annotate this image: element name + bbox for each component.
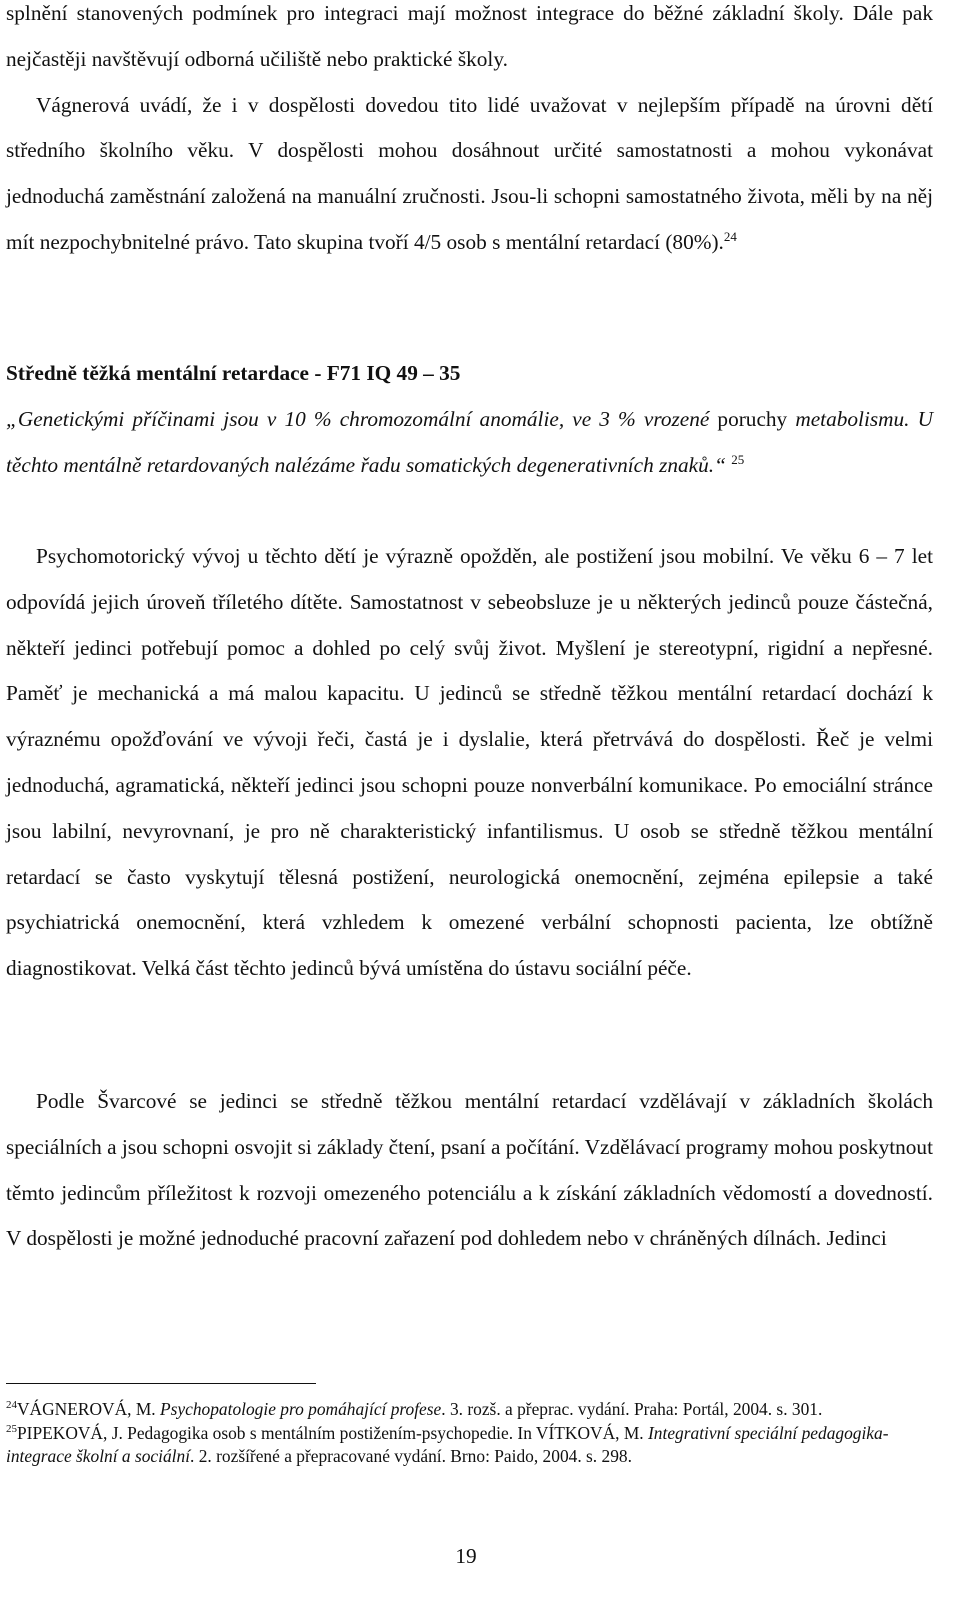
footnote-number: 25: [6, 1422, 17, 1435]
footnote-ref-24: 24: [723, 228, 737, 244]
quote-text-2: poruchy: [717, 407, 788, 431]
footnotes: [6, 1398, 933, 1469]
page-number: 19: [455, 1544, 477, 1568]
paragraph-integration-text-a: splnění stanovených podmínek pro integraci mají možnost integrace do běžné základní školy. Dále pak nejčastěji navštěvují odborná učiliště nebo praktické školy.: [6, 1, 933, 71]
footnote-number: 24: [6, 1399, 17, 1412]
footnote-title: Psychopatologie pro pomáhající profese: [160, 1399, 442, 1419]
paragraph-svarcova: Podle Švarcové se jedinci se středně těžkou mentální retardací vzdělávají v základních školách speciálních a jsou schopni osvojit si základy čtení, psaní a počítání. Vzdělávací programy mohou poskytnout těmto jedincům příležitost k rozvoji omezeného potenciálu a k získání základních vědomostí a dovedností. V dospělosti je možné jednoduché pracovní zařazení pod dohledem nebo v chráněných dílnách. Jedinci: [6, 1089, 933, 1251]
paragraph-psychomotor: Psychomotorický vývoj u těchto dětí je výrazně opožděn, ale postižení jsou mobilní. Ve věku 6 – 7 let odpovídá jejich úroveň tříletého dítěte. Samostatnost v sebeobsluze je u některých jedinců pouze částečná, někteří jedinci potřebují pomoc a dohled po celý svůj život. Myšlení je stereotypní, rigidní a nepřesné. Paměť je mechanická a má malou kapacitu. U jedinců se středně těžkou mentální retardací dochází k výraznému opožďování ve vývoji řeči, častá je i dyslalie, která přetrvává do dospělosti. Řeč je velmi jednoduchá, agramatická, někteří jedinci jsou schopni pouze nonverbální komunikace. Po emociální stránce jsou labilní, nevyrovnaní, je pro ně charakteristický infantilismus. U osob se středně těžkou mentální retardací se často vyskytují tělesná postižení, neurologická onemocnění, zejména epilepsie a také psychiatrická onemocnění, která vzhledem k omezené verbální schopnosti pacienta, lze obtížně diagnostikovat. Velká část těchto jedinců bývá umístěna do ústavu sociální péče.: [6, 544, 933, 981]
footnote-24: [6, 1398, 933, 1422]
footnote-separator: [6, 1383, 316, 1384]
footnote-title: Integrativní speciální pedagogika-integrace školní a sociální: [6, 1422, 889, 1466]
quote-text-1: „Genetickými příčinami jsou v 10 % chromozomální anomálie, ve 3 % vrozené: [6, 407, 718, 431]
footnote-25: [6, 1422, 933, 1469]
footnote-rest: . 2. rozšířené a přepracované vydání. Brno: Paido, 2004. s. 298.: [190, 1446, 632, 1466]
footnote-rest: . 3. rozš. a přeprac. vydání. Praha: Portál, 2004. s. 301.: [441, 1399, 823, 1419]
footnote-author: PIPEKOVÁ, J. Pedagogika osob s mentálním postižením-psychopedie. In VÍTKOVÁ, M.: [17, 1422, 648, 1443]
section-heading: Středně těžká mentální retardace - F71 IQ 49 – 35: [6, 361, 461, 385]
quote-paragraph: [6, 397, 933, 489]
paragraph-integration: [6, 0, 933, 266]
paragraph-vagnerova-text: Vágnerová uvádí, že i v dospělosti dovedou tito lidé uvažovat v nejlepším případě na úrovni dětí středního školního věku. V dospělosti mohou dosáhnout určité samostatnosti a mohou vykonávat jednoduchá zaměstnání založená na manuální zručnosti. Jsou-li schopni samostatného života, měli by na něj mít nezpochybnitelné právo. Tato skupina tvoří 4/5 osob s mentální retardací (80%).: [6, 92, 933, 254]
footnote-author: VÁGNEROVÁ, M.: [17, 1399, 160, 1419]
quote-text-3: metabolismu. U těchto mentálně retardovaných nalézáme řadu somatických degenerativních znaků.“: [6, 407, 933, 477]
footnote-ref-25: 25: [731, 451, 745, 467]
